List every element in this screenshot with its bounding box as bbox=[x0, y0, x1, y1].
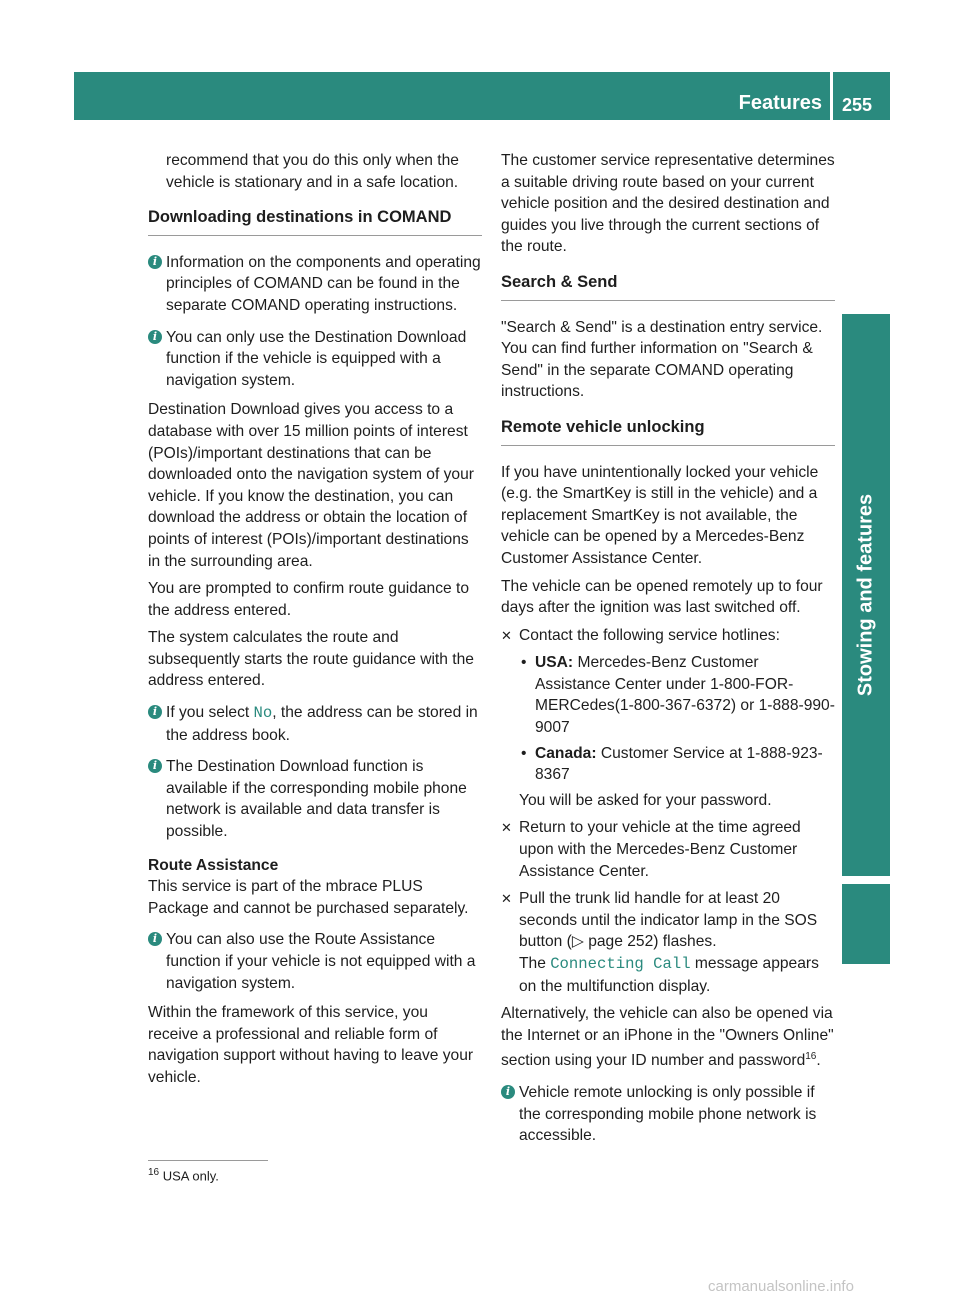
right-column bbox=[501, 150, 835, 1155]
paragraph: The customer service representative determines a suitable driving route based on your current vehicle position and the desired destination and guides you live through the current sections of the route. bbox=[501, 152, 835, 256]
step-item: ✕ Return to your vehicle at the time agreed upon with the Mercedes-Benz Customer Assistance Center. bbox=[501, 819, 801, 880]
footnote-marker: 16 bbox=[805, 1051, 817, 1063]
info-note: i Vehicle remote unlocking is only possible if the corresponding mobile phone network is accessible. bbox=[501, 1082, 835, 1147]
page-section-title: Features bbox=[738, 92, 822, 114]
intro-text: recommend that you do this only when the vehicle is stationary and in a safe location. bbox=[166, 152, 459, 191]
left-column bbox=[148, 150, 482, 1095]
info-icon: i bbox=[148, 330, 162, 344]
list-item: • USA: Mercedes-Benz Customer Assistance Center under 1-800-FOR-MERCedes(1-800-367-6372) or 1-888-990-9007 bbox=[521, 654, 835, 737]
paragraph: Alternatively, the vehicle can also be opened via the Internet or an iPhone in the "Owners Online" section using your ID number and password$^{16}$. bbox=[501, 1005, 834, 1070]
bullet-icon: • bbox=[521, 654, 527, 672]
side-tab-label: Stowing and features bbox=[854, 493, 877, 697]
page-number: 255 bbox=[842, 95, 873, 115]
page-reference-link[interactable]: ▷ page 252) flashes. bbox=[571, 933, 717, 951]
info-note: i If you select No, the address can be stored in the address book. bbox=[148, 702, 482, 746]
step-item: ✕ Contact the following service hotlines: bbox=[501, 625, 835, 647]
step-arrow-icon: ✕ bbox=[501, 627, 512, 643]
paragraph: This service is part of the mbrace PLUS Package and cannot be purchased separately. bbox=[148, 878, 469, 917]
info-icon: i bbox=[501, 1085, 515, 1099]
info-icon: i bbox=[148, 705, 162, 719]
step-arrow-icon: ✕ bbox=[501, 891, 512, 907]
paragraph: You are prompted to confirm route guidance to the address entered. bbox=[148, 580, 470, 619]
info-icon: i bbox=[148, 759, 162, 773]
paragraph: Destination Download gives you access to a database with over 15 million points of interest (POIs)/important destinations that can be downloaded onto the navigation system of your vehicle. If you know the destination, you can download the address or obtain the location of points of interest (POIs)/important destinations in the surrounding area. bbox=[148, 401, 474, 570]
paragraph: If you have unintentionally locked your vehicle (e.g. the SmartKey is still in the vehicle) and a replacement SmartKey is not available, the vehicle can be opened by a Mercedes-Benz Customer Assistance Center. bbox=[501, 463, 819, 567]
step-arrow-icon: ✕ bbox=[501, 820, 512, 836]
footnote-divider bbox=[148, 1160, 268, 1161]
display-text-no: No bbox=[253, 704, 273, 723]
step-item: ✕ Pull the trunk lid handle for at least 20 seconds until the indicator lamp in the SOS button (▷ page 252) flashes. The Connecting Call message appears on the multifunction display. bbox=[501, 890, 819, 995]
info-note: i You can also use the Route Assistance function if your vehicle is not equipped with a navigation system. bbox=[148, 929, 482, 994]
info-note: i The Destination Download function is available if the corresponding mobile phone network is available and data transfer is possible. bbox=[148, 756, 482, 842]
info-note: i You can only use the Destination Download function if the vehicle is equipped with a navigation system. bbox=[148, 327, 482, 392]
paragraph: The system calculates the route and subsequently starts the route guidance with the address entered. bbox=[148, 629, 474, 690]
password-note: You will be asked for your password. bbox=[519, 791, 772, 809]
side-tab-inactive bbox=[842, 884, 890, 964]
paragraph: "Search & Send" is a destination entry service. You can find further information on "Search & Send" in the separate COMAND operating instructions. bbox=[501, 318, 823, 401]
list-item: • Canada: Customer Service at 1-888-923-8367 bbox=[521, 744, 823, 784]
section-heading-search-send: Search & Send bbox=[501, 272, 835, 301]
watermark: carmanualsonline.info bbox=[708, 1278, 854, 1295]
bullet-icon: • bbox=[521, 744, 527, 762]
paragraph: Within the framework of this service, you receive a professional and reliable form of navigation support without having to leave your vehicle. bbox=[148, 1004, 474, 1086]
info-icon: i bbox=[148, 255, 162, 269]
display-text-connecting-call: Connecting Call bbox=[550, 955, 691, 973]
section-heading-downloading: Downloading destinations in COMAND bbox=[148, 207, 482, 236]
paragraph: The vehicle can be opened remotely up to four days after the ignition was last switched off. bbox=[501, 577, 823, 617]
header-divider bbox=[830, 72, 833, 120]
info-note: i Information on the components and operating principles of COMAND can be found in the separate COMAND operating instructions. bbox=[148, 252, 482, 317]
info-icon: i bbox=[148, 932, 162, 946]
section-heading-remote-unlocking: Remote vehicle unlocking bbox=[501, 417, 835, 446]
footnote: $^{16}$ USA only. bbox=[148, 1167, 219, 1184]
subheading-route-assistance: Route Assistance bbox=[148, 856, 279, 874]
